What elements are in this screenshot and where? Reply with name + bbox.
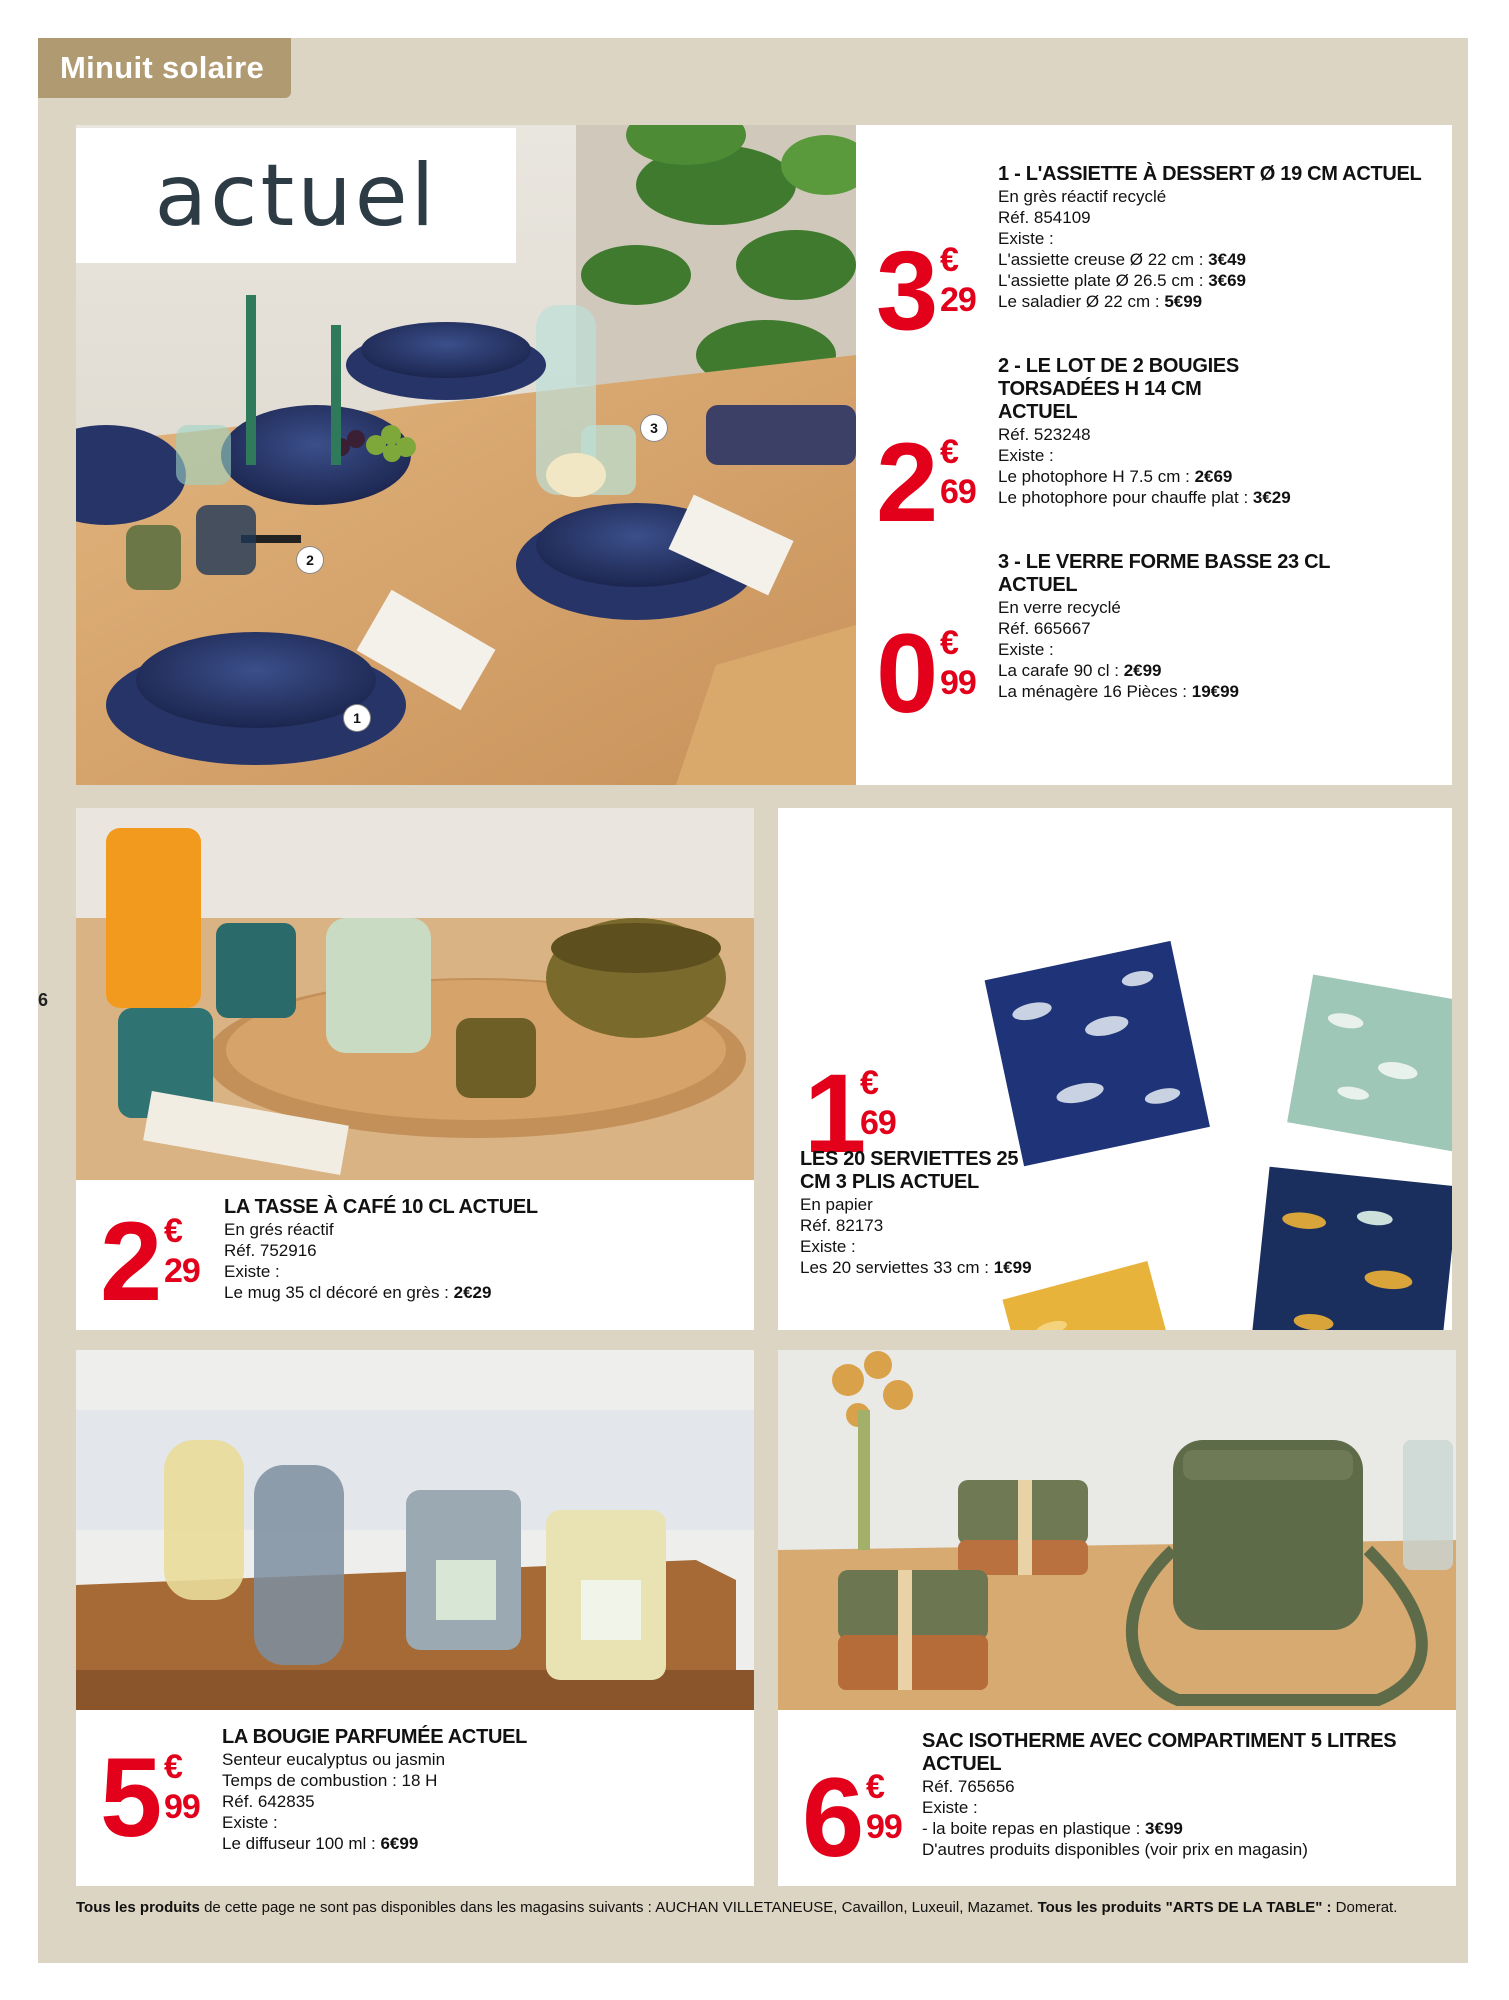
title-tasse: LA TASSE À CAFÉ 10 CL ACTUEL [224, 1196, 538, 1218]
page-number: 6 [38, 990, 49, 1010]
title-bougie: LA BOUGIE PARFUMÉE ACTUEL [222, 1726, 528, 1748]
actuel-logo: actuel [76, 128, 516, 263]
product-badge-1: 1 [344, 705, 370, 731]
sac-illustration [778, 1350, 1456, 1710]
section-tag: Minuit solaire [38, 38, 291, 98]
title-assiette: 1 - L'ASSIETTE À DESSERT Ø 19 CM ACTUEL [998, 163, 1422, 185]
title-verre: 3 - LE VERRE FORME BASSE 23 CL ACTUEL [998, 551, 1330, 596]
tasse-card: 2 € 29 LA TASSE À CAFÉ 10 CL ACTUEL En grés réactif Réf. 752916 Existe : Le mug 35 cl décoré en grès : 2€29 [76, 808, 754, 1330]
info-bougies: 2 - LE LOT DE 2 BOUGIES TORSADÉES H 14 CM ACTUEL Réf. 523248 Existe : Le photophore H 7.5 cm : 2€69 Le photophore pour chauffe plat : 3€29 [998, 355, 1291, 507]
tasse-photo [76, 808, 754, 1180]
top-card: 1 2 3 3 € 29 1 - L'ASSIETTE À DESSERT Ø 19 CM ACTUEL En grès réactif recyclé Réf. 854109 Existe : L'assiette creuse Ø 22 cm : 3€49 L'assiette plate Ø 26.5 cm : 3€69 Le saladier Ø 22 cm : 5€99 2 € 69 2 - LE LOT DE 2 BOUGIES TORSADÉES H 14 CM ACTUEL Réf. 523248 Existe : Le photophore H 7.5 cm : 2€69 Le photophore pour chauffe plat : 3€29 0 € 99 3 - LE VERRE FORME BASSE 23 CL ACTUEL En verre recyclé Réf. 665667 Existe : La carafe 90 cl : 2€99 La ménagère 16 Pièces : 19€99 [76, 125, 1452, 785]
info-tasse: LA TASSE À CAFÉ 10 CL ACTUEL En grés réactif Réf. 752916 Existe : Le mug 35 cl décoré en grès : 2€29 [224, 1196, 724, 1303]
footer-disclaimer: Tous les produits de cette page ne sont pas disponibles dans les magasins suivants : AUCHAN VILLETANEUSE, Cavaillon, Luxeuil, Mazamet. Tous les produits "ARTS DE LA TABLE" : Domerat. [76, 1899, 1398, 1916]
tasse-illustration [76, 808, 754, 1180]
info-assiette: 1 - L'ASSIETTE À DESSERT Ø 19 CM ACTUEL En grès réactif recyclé Réf. 854109 Existe : L'assiette creuse Ø 22 cm : 3€49 L'assiette plate Ø 26.5 cm : 3€69 Le saladier Ø 22 cm : 5€99 [998, 163, 1438, 312]
info-verre: 3 - LE VERRE FORME BASSE 23 CL ACTUEL En verre recyclé Réf. 665667 Existe : La carafe 90 cl : 2€99 La ménagère 16 Pièces : 19€99 [998, 551, 1358, 702]
info-bougie: LA BOUGIE PARFUMÉE ACTUEL Senteur eucalyptus ou jasmin Temps de combustion : 18 H Réf. 642835 Existe : Le diffuseur 100 ml : 6€99 [222, 1726, 722, 1854]
info-serviettes: LES 20 SERVIETTES 25 CM 3 PLIS ACTUEL En papier Réf. 82173 Existe : Les 20 serviettes 33 cm : 1€99 [800, 1148, 1032, 1277]
info-sac: SAC ISOTHERME AVEC COMPARTIMENT 5 LITRES ACTUEL Réf. 765656 Existe : - la boite repas en plastique : 3€99 D'autres produits disponibles (voir prix en magasin) [922, 1730, 1442, 1860]
sac-card: 6 € 99 SAC ISOTHERME AVEC COMPARTIMENT 5 LITRES ACTUEL Réf. 765656 Existe : - la boite repas en plastique : 3€99 D'autres produits disponibles (voir prix en magasin) [778, 1350, 1456, 1886]
bougie-illustration [76, 1350, 754, 1710]
sac-photo [778, 1350, 1456, 1710]
title-sac: SAC ISOTHERME AVEC COMPARTIMENT 5 LITRES ACTUEL [922, 1730, 1397, 1775]
product-badge-2: 2 [297, 547, 323, 573]
product-badge-3: 3 [641, 415, 667, 441]
serviettes-card: 1 € 69 LES 20 SERVIETTES 25 CM 3 PLIS ACTUEL En papier Réf. 82173 Existe : Les 20 serviettes 33 cm : 1€99 [778, 808, 1452, 1330]
title-bougies: 2 - LE LOT DE 2 BOUGIES TORSADÉES H 14 CM ACTUEL [998, 355, 1239, 423]
bougie-card: 5 € 99 LA BOUGIE PARFUMÉE ACTUEL Senteur eucalyptus ou jasmin Temps de combustion : 18 H Réf. 642835 Existe : Le diffuseur 100 ml : 6€99 [76, 1350, 754, 1886]
bougie-photo [76, 1350, 754, 1710]
title-serviettes: LES 20 SERVIETTES 25 CM 3 PLIS ACTUEL [800, 1148, 1019, 1193]
